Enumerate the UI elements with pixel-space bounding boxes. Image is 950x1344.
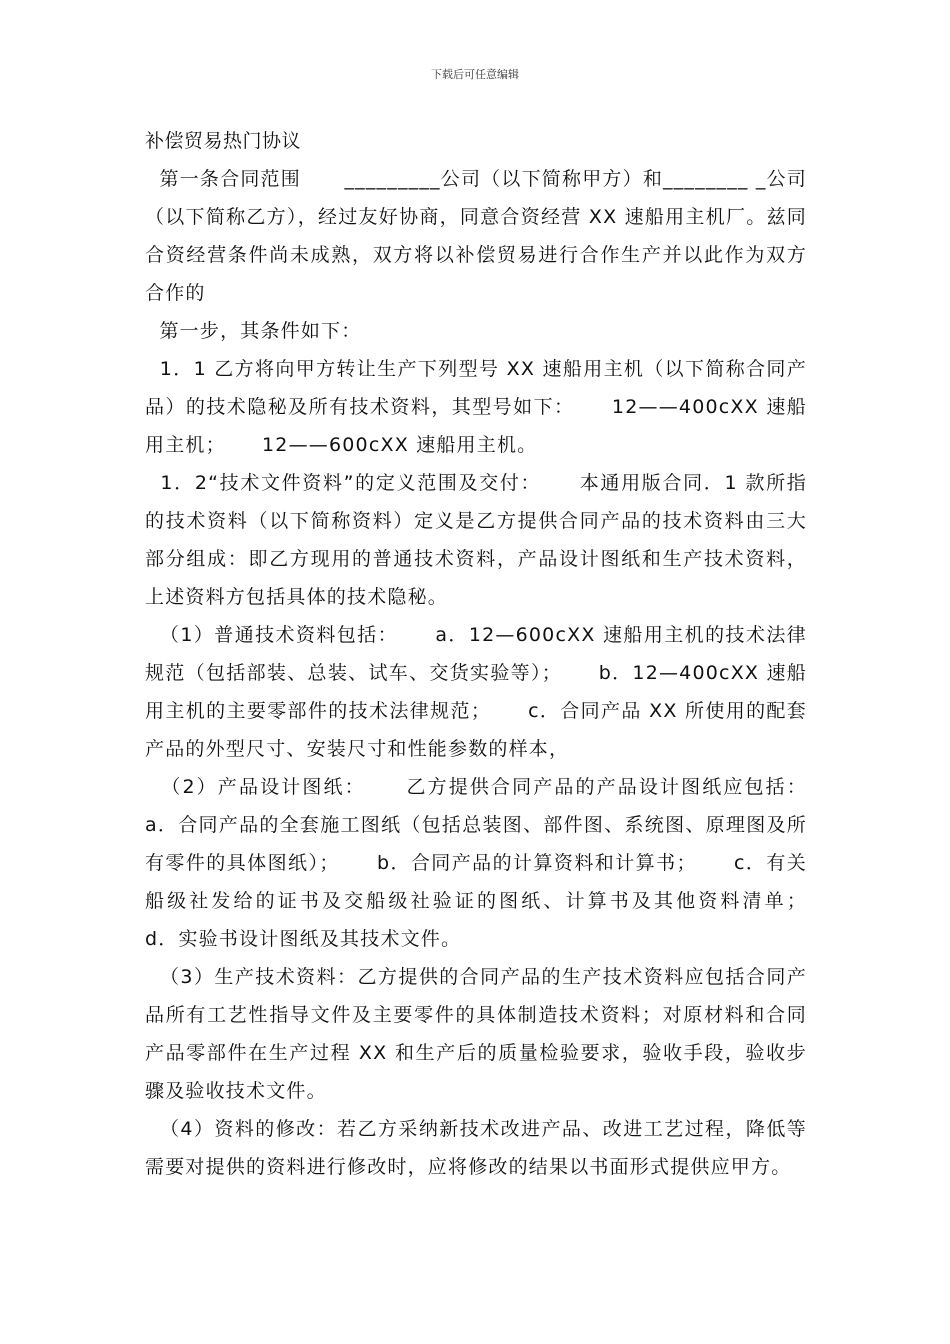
paragraph-clause-1-1: 1．1 乙方将向甲方转让生产下列型号 XX 速船用主机（以下简称合同产品）的技术隐秘及所有技术资料，其型号如下： 12——400cXX 速船用主机； 12——600cXX 速船用主机。 [145,358,807,456]
page-header-note: 下载后可任意编辑 [431,68,519,81]
document-title: 补偿贸易热门协议 [145,130,302,152]
paragraph-contract-scope: 第一条合同范围 _________公司（以下简称甲方）和________ _公司（以下简称乙方），经过友好协商，同意合资经营 XX 速船用主机厂。兹同合资经营条件尚未成熟，双方将以补偿贸易进行合作生产并以此作为双方合作的 [145,168,807,304]
paragraph-general-tech-data: （1）普通技术资料包括： a．12—600cXX 速船用主机的技术法律规范（包括部装、总装、试车、交货实验等）； b．12—400cXX 速船用主机的主要零部件的技术法律规范； c．合同产品 XX 所使用的配套产品的外型尺寸、安装尺寸和性能参数的样本， [145,624,807,760]
paragraph-production-tech-data: （3）生产技术资料：乙方提供的合同产品的生产技术资料应包括合同产品所有工艺性指导文件及主要零件的具体制造技术资料；对原材料和合同产品零部件在生产过程 XX 和生产后的质量检验要求，验收手段，验收步骤及验收技术文件。 [145,966,807,1102]
paragraph-data-revision: （4）资料的修改：若乙方采纳新技术改进产品、改进工艺过程，降低等需要对提供的资料进行修改时，应将修改的结果以书面形式提供应甲方。 [145,1118,807,1178]
document-body [145,122,844,1186]
paragraph-clause-1-2: 1．2“技术文件资料”的定义范围及交付： 本通用版合同．1 款所指的技术资料（以下简称资料）定义是乙方提供合同产品的技术资料由三大部分组成：即乙方现用的普通技术资料，产品设计图纸和生产技术资料，上述资料方包括具体的技术隐秘。 [145,472,807,608]
paragraph-first-step: 第一步，其条件如下： [145,320,362,342]
paragraph-design-drawings: （2）产品设计图纸： 乙方提供合同产品的产品设计图纸应包括： a．合同产品的全套施工图纸（包括总装图、部件图、系统图、原理图及所有零件的具体图纸）； b．合同产品的计算资料和计算书； c．有关船级社发给的证书及交船级社验证的图纸、计算书及其他资料清单； d．实验书设计图纸及其技术文件。 [145,776,844,950]
